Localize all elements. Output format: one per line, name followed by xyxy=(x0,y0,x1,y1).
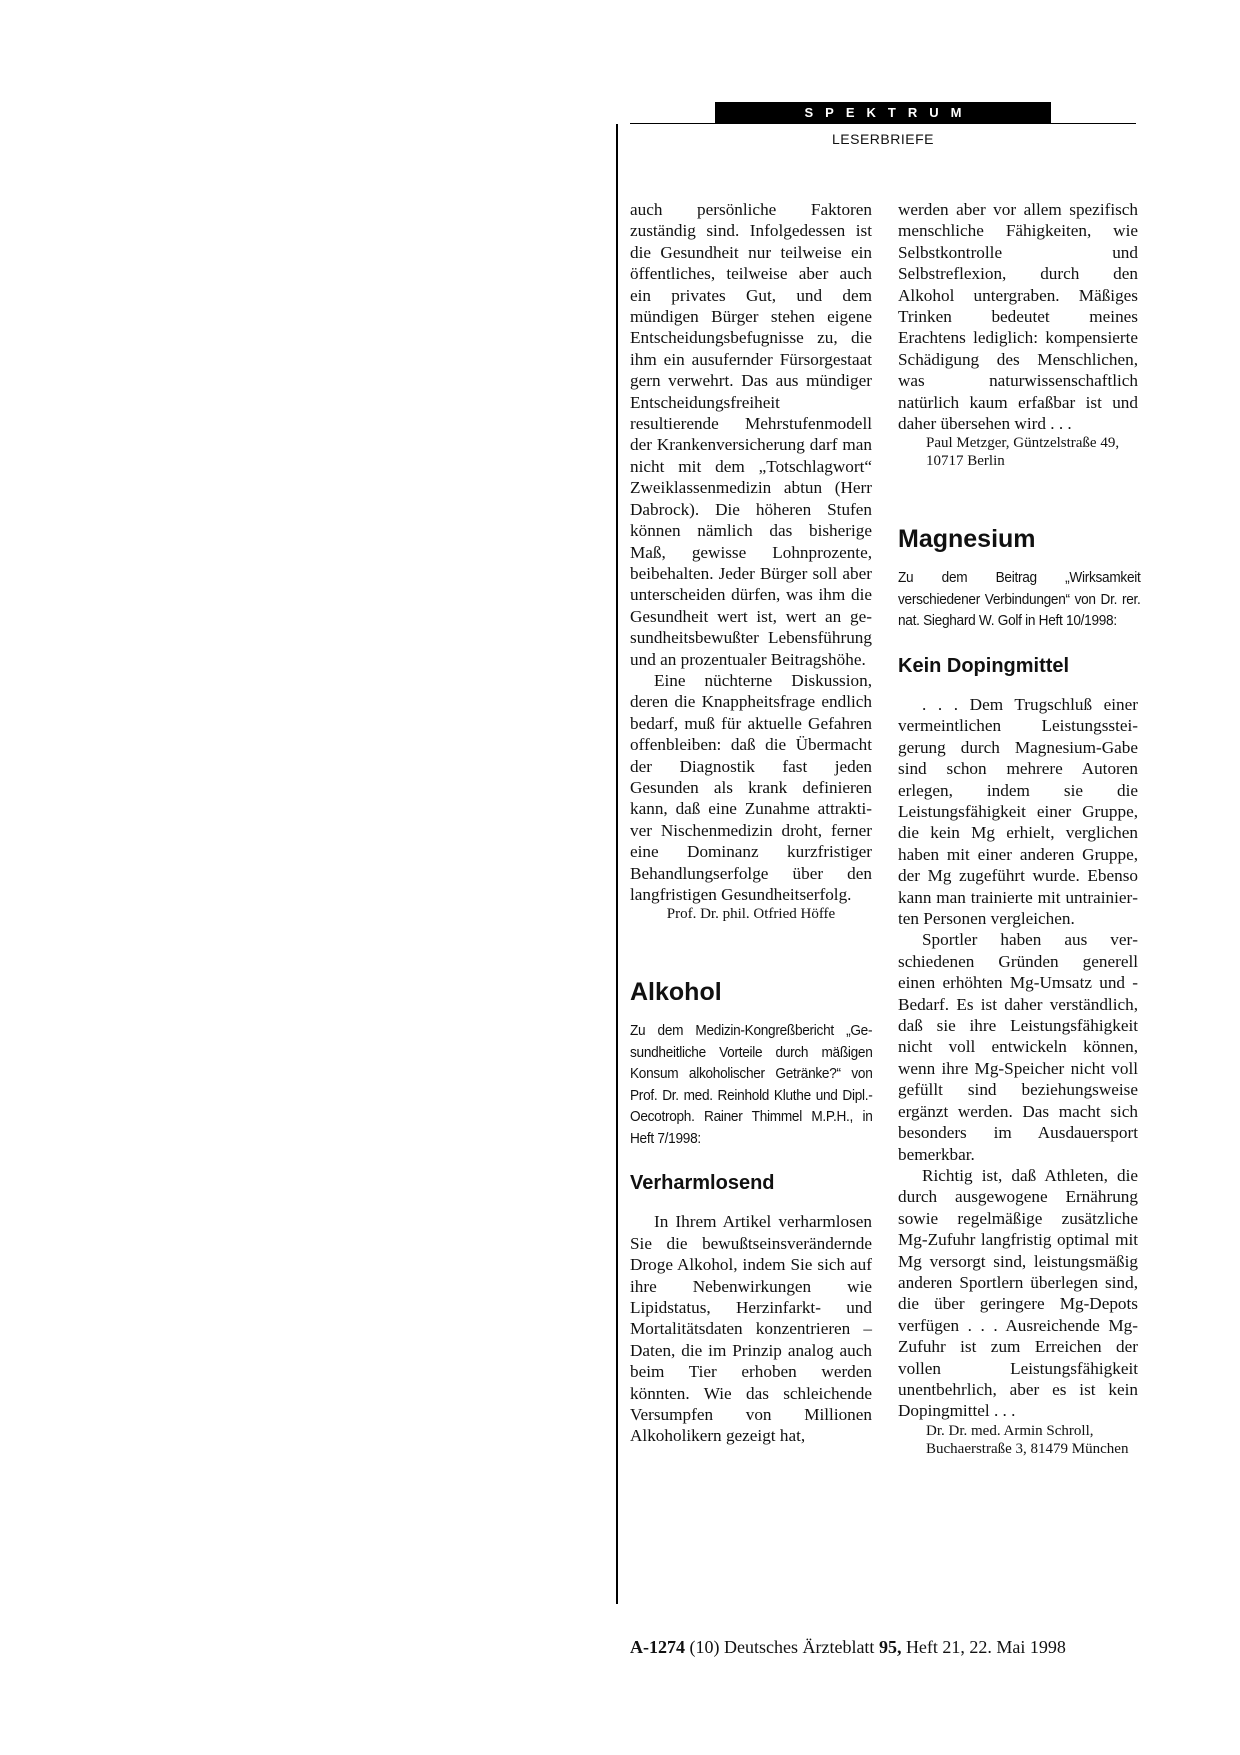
article-reference-intro: Zu dem Beitrag „Wirksamkeit verschiedener Verbindungen“ von Dr. rer. nat. Sieghard W. Golf in Heft 10/1998: xyxy=(898,570,1141,630)
article-heading-alkohol: Alkohol xyxy=(630,978,722,1007)
section-header-bar xyxy=(715,102,1051,123)
body-paragraph: Eine nüchterne Diskussion, deren die Knappheitsfrage endlich bedarf, muß für aktuelle Gefahren offenbleiben: daß die Übermacht der Diagnostik fast jeden Gesunden als krank definieren kann, daß eine Zunahme attraktiver Nischenmedizin droht, ferner eine Dominanz kurzfristiger Behandlungserfolge über den langfristigen Gesundheitserfolg. xyxy=(630,670,872,904)
left-column xyxy=(630,199,872,1447)
body-paragraph: Sportler haben aus verschiedenen Gründen generell einen erhöhten Mg-Umsatz und -Bedarf. Es ist daher verständlich, daß sie ihre Leistungsfähigkeit nicht voll entwickeln können, wenn ihre Mg-Speicher nicht voll gefüllt sind beziehungsweise ergänzt werden. Das macht sich besonders im Ausdauersport bemerkbar. xyxy=(898,930,1138,1164)
letter-heading-verharmlosend: Verharmlosend xyxy=(630,1172,775,1195)
author-signature: Paul Metzger, Güntzelstraße 49, 10717 Berlin xyxy=(926,435,1120,470)
author-signature: Dr. Dr. med. Armin Schroll, Buchaerstraße 3, 81479 München xyxy=(926,1422,1129,1457)
column-divider xyxy=(616,124,618,1604)
body-paragraph: werden aber vor allem spezifisch menschliche Fähigkeiten, wie Selbstkontrolle und Selbstreflexion, durch den Alkohol untergraben. Mäßiges Trinken bedeutet meines Erachtens lediglich: kompensierte Schädigung des Menschlichen, was naturwissenschaftlich natürlich kaum erfaßbar ist und daher übersehen wird . . . xyxy=(898,200,1138,434)
body-paragraph: . . . Dem Trugschluß einer vermeintlichen Leistungssteigerung durch Magnesium-Gabe sind schon mehrere Autoren erlegen, indem sie die Leistungsfähigkeit einer Gruppe, die kein Mg erhielt, verglichen haben mit einer anderen Gruppe, der Mg zugeführt wurde. Ebenso kann man trainierte mit untrainierten Personen vergleichen. xyxy=(898,694,1138,929)
issue-date: Heft 21, 22. Mai 1998 xyxy=(905,1637,1066,1657)
journal-name: (10) Deutsches Ärzteblatt xyxy=(689,1637,875,1657)
body-paragraph: auch persönliche Faktoren zuständig sind. Infolgedessen ist die Gesundheit nur teilweise ein öffentliches, teilweise aber auch ein privates Gut, und dem mündigen Bürger stehen eigene Entscheidungsbefugnisse zu, die ihm ein ausufernder Fürsorgestaat gern verwehrt. Das aus mündiger Entscheidungsfreiheit resultierende Mehrstufenmodell der Krankenversicherung darf man nicht mit dem „Totschlagwort“ Zweiklassenmedizin abtun (Herr Dabrock). Die höheren Stufen können nämlich das bisherige Maß, gewisse Lohnprozente, beibehalten. Jeder Bürger soll aber unterscheiden dürfen, was ihm die Gesundheit wert ist, wert an gesundheitsbewußter Lebensführung und an prozentualer Beitragshöhe. xyxy=(630,200,872,669)
right-column xyxy=(898,199,1141,1458)
article-reference-intro: Zu dem Medizin-Kongreßbericht „Gesundheitliche Vorteile durch mäßigen Konsum alkoholischer Getränke?“ von Prof. Dr. med. Reinhold Kluthe und Dipl.-Oecotroph. Rainer Thimmel M.P.H., in Heft 7/1998: xyxy=(630,1023,873,1147)
section-title: SPEKTRUM xyxy=(804,105,974,120)
letter-heading-kein-dopingmittel: Kein Dopingmittel xyxy=(898,654,1070,677)
author-signature: Prof. Dr. phil. Otfried Höffe xyxy=(666,906,836,923)
header-rule xyxy=(630,123,1136,124)
body-paragraph: Richtig ist, daß Athleten, die durch ausgewogene Ernährung sowie regelmäßige zusätzliche Mg-Zufuhr langfristig optimal mit Mg versorgt sind, leistungsmäßig anderen Sportlern überlegen sind, die über geringere Mg-Depots verfügen . . . Ausreichende Mg-Zufuhr ist zum Erreichen der vollen Leistungsfähigkeit unentbehrlich, aber es ist kein Dopingmittel . . . xyxy=(898,1165,1138,1421)
journal-volume: 95, xyxy=(878,1637,902,1657)
body-paragraph: In Ihrem Artikel verharmlosen Sie die bewußtseinsverändernde Droge Alkohol, indem Sie sich auf ihre Nebenwirkungen wie Lipidstatus, Herzinfarkt- und Mortalitätsdaten konzentrieren – Daten, die im Prinzip analog auch beim Tier erhoben werden könnten. Wie das schleichende Versumpfen von Millionen Alkoholikern gezeigt hat, xyxy=(630,1212,872,1446)
page-number: A-1274 xyxy=(630,1637,685,1657)
article-heading-magnesium: Magnesium xyxy=(898,525,1036,554)
subsection-title: LESERBRIEFE xyxy=(832,131,934,147)
page-footer xyxy=(630,1637,1140,1658)
